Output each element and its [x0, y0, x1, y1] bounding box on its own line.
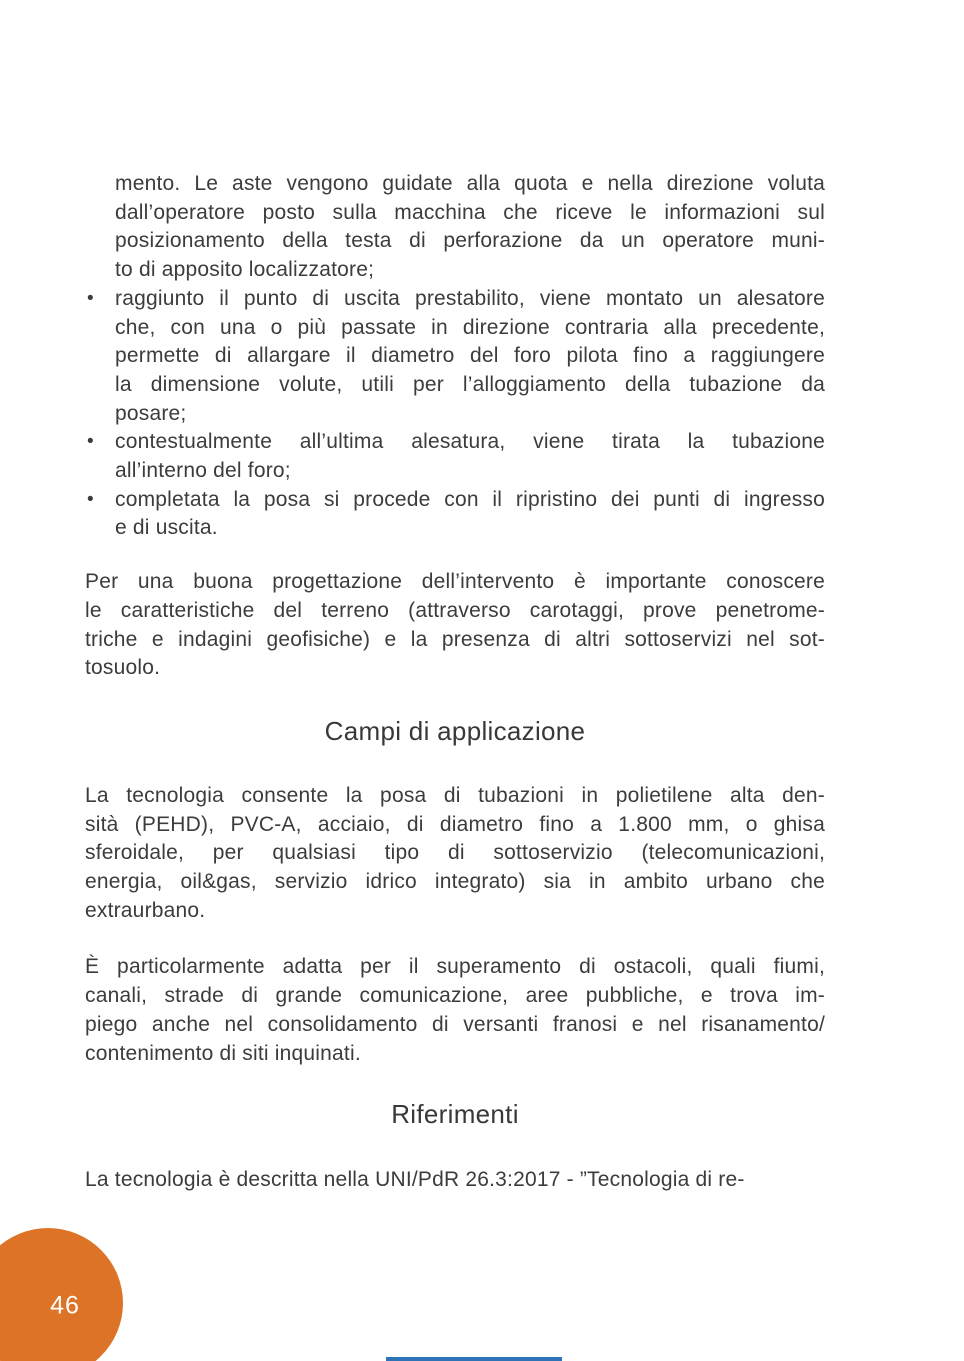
text-line: le caratteristiche del terreno (attraverso carotaggi, prove penetrome- — [85, 598, 825, 622]
text-line: energia, oil&gas, servizio idrico integrato) sia in ambito urbano che — [85, 870, 825, 894]
section-heading-riferimenti: Riferimenti — [391, 1099, 519, 1130]
text-line: to di apposito localizzatore; — [115, 258, 375, 282]
page-number: 46 — [50, 1291, 80, 1320]
text-line: dall’operatore posto sulla macchina che riceve le informazioni sul — [115, 200, 825, 224]
page-number-bubble — [0, 1228, 123, 1361]
page-body-text — [85, 170, 825, 1195]
bullet-icon: • — [87, 431, 94, 453]
paragraph-riferimenti — [85, 1166, 825, 1195]
text-line: e di uscita. — [115, 516, 218, 540]
bullet-text — [115, 428, 825, 485]
paragraph-progettazione — [85, 568, 825, 683]
bullet-text — [115, 285, 825, 429]
text-line: posare; — [115, 401, 187, 425]
bullet-text — [115, 486, 825, 543]
paragraph-particolarmente-adatta — [85, 953, 825, 1068]
text-line: posizionamento della testa di perforazione da un operatore muni- — [115, 229, 825, 253]
text-line: piego anche nel consolidamento di versanti franosi e nel risanamento/ — [85, 1012, 825, 1036]
text-line: la dimensione volute, utili per l’alloggiamento della tubazione da — [115, 372, 825, 396]
bullet-item — [85, 285, 825, 429]
section-heading-campi-di-applicazione: Campi di applicazione — [324, 715, 586, 746]
text-line: triche e indagini geofisiche) e la presenza di altri sottoservizi nel sot- — [85, 627, 825, 651]
text-line: Per una buona progettazione dell’intervento è importante conoscere — [85, 570, 825, 594]
text-line: La tecnologia è descritta nella UNI/PdR 26.3:2017 - ”Tecnologia di re- — [85, 1168, 745, 1192]
footer-accent-line — [386, 1357, 562, 1361]
text-line: È particolarmente adatta per il superamento di ostacoli, quali fiumi, — [85, 955, 825, 979]
paragraph-campi-di-applicazione — [85, 782, 825, 926]
text-line: tosuolo. — [85, 656, 161, 680]
text-line: contestualmente all’ultima alesatura, viene tirata la tubazione — [115, 430, 825, 454]
text-line: La tecnologia consente la posa di tubazioni in polietilene alta den- — [85, 783, 825, 807]
bullet-icon: • — [87, 287, 94, 309]
text-line: sità (PEHD), PVC-A, acciaio, di diametro fino a 1.800 mm, o ghisa — [85, 812, 825, 836]
bullet-list — [85, 285, 825, 543]
text-line: extraurbano. — [85, 898, 206, 922]
text-line: raggiunto il punto di uscita prestabilito, viene montato un alesatore — [115, 286, 825, 310]
text-line: mento. Le aste vengono guidate alla quota e nella direzione voluta — [115, 172, 825, 195]
text-line: canali, strade di grande comunicazione, aree pubbliche, e trova im- — [85, 984, 825, 1008]
bullet-item — [85, 486, 825, 543]
text-line: completata la posa si procede con il ripristino dei punti di ingresso — [115, 487, 825, 511]
text-line: contenimento di siti inquinati. — [85, 1041, 361, 1065]
continuation-paragraph — [115, 170, 825, 285]
bullet-item — [85, 428, 825, 485]
text-line: che, con una o più passate in direzione contraria alla precedente, — [115, 315, 825, 339]
bullet-icon: • — [87, 488, 94, 510]
text-line: permette di allargare il diametro del foro pilota fino a raggiungere — [115, 344, 825, 368]
text-line: all’interno del foro; — [115, 459, 291, 483]
text-line: sferoidale, per qualsiasi tipo di sottoservizio (telecomunicazioni, — [85, 841, 825, 865]
